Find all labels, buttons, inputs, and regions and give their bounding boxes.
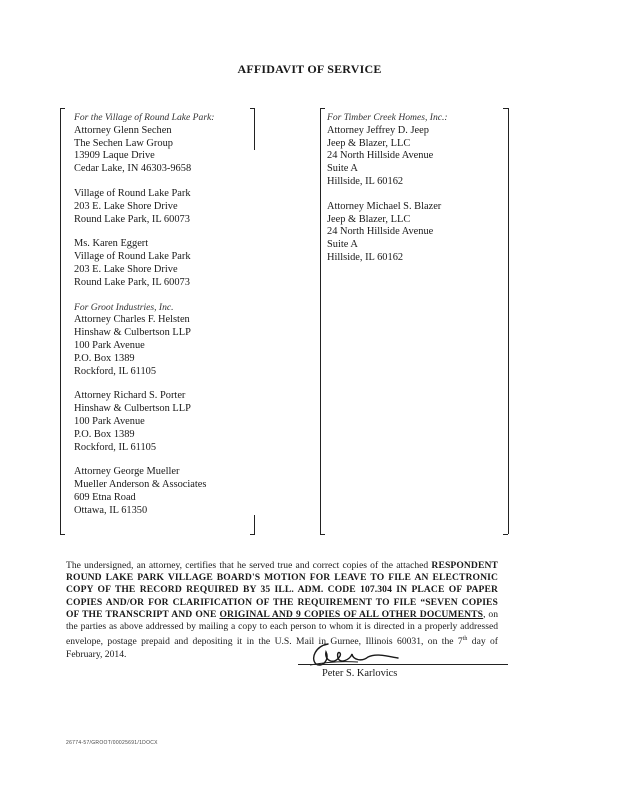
motion-title: RESPONDENT ROUND LAKE PARK VILLAGE BOARD'S MOTION FOR LEAVE TO FILE AN ELECTRONIC COPY OF THE RECORD REQUIRED BY 35 ILL. ADM. CODE 107.304 IN PLACE OF PAPER COPIES AND/OR FOR CLARIFICATION OF THE REQUIREMENT TO FILE “SEVEN COPIES OF THE TRANSCRIPT AND ONE <box>66 560 498 620</box>
left-box-left-border <box>60 108 61 534</box>
address-line: 13909 Laque Drive <box>74 150 155 162</box>
right-box-right-top-tick <box>503 108 508 109</box>
address-line: 100 Park Avenue <box>74 415 145 427</box>
address-block <box>74 390 250 454</box>
address-line: Suite A <box>327 239 358 251</box>
address-line: 203 E. Lake Shore Drive <box>74 263 178 275</box>
address-block <box>327 112 503 189</box>
address-line: Rockford, IL 61105 <box>74 365 157 377</box>
address-line: 100 Park Avenue <box>74 339 145 351</box>
address-line: Attorney Glenn Sechen <box>74 124 172 136</box>
right-service-list <box>327 112 503 265</box>
address-line: Attorney Richard S. Porter <box>74 390 186 402</box>
address-block <box>74 302 250 379</box>
certification-intro: The undersigned, an attorney, certifies that he served true and correct copies of the attached <box>66 560 432 571</box>
address-line: 609 Etna Road <box>74 491 136 503</box>
party-heading: For the Village of Round Lake Park: <box>74 112 215 123</box>
left-box-right-bottom-tick <box>250 534 255 535</box>
signer-name: Peter S. Karlovics <box>322 668 398 679</box>
address-line: 203 E. Lake Shore Drive <box>74 200 178 212</box>
address-line: Hinshaw & Culbertson LLP <box>74 403 191 415</box>
address-line: Village of Round Lake Park <box>74 187 191 199</box>
right-box-bottom-border <box>320 534 325 535</box>
address-line: Hinshaw & Culbertson LLP <box>74 327 191 339</box>
address-block <box>327 201 503 265</box>
right-box-right-bottom-tick <box>503 534 508 535</box>
address-line: Attorney Charles F. Helsten <box>74 314 190 326</box>
address-line: Round Lake Park, IL 60073 <box>74 276 190 288</box>
party-heading: For Timber Creek Homes, Inc.: <box>327 112 448 123</box>
address-line: P.O. Box 1389 <box>74 428 135 440</box>
address-line: Jeep & Blazer, LLC <box>327 213 411 225</box>
address-line: Village of Round Lake Park <box>74 251 191 263</box>
left-box-top-border <box>60 108 65 109</box>
certification-closing: , on the parties as above addressed by mailing a copy to each person to whom it is directed in a properly addressed envelope, postage prepaid and depositing it in the U.S. Mail in Gurnee, Illinois 60031, on the 7 <box>66 608 499 648</box>
certification-paragraph <box>66 560 498 661</box>
address-line: Rockford, IL 61105 <box>74 441 157 453</box>
address-line: Attorney Michael S. Blazer <box>327 200 442 212</box>
address-line: P.O. Box 1389 <box>74 352 135 364</box>
left-box-right-border <box>254 108 255 150</box>
document-id-footer: 26774-57/GROOT/00025691/1DOCX <box>66 740 158 746</box>
address-line: Suite A <box>327 163 358 175</box>
date-ordinal: th <box>462 636 468 643</box>
address-line: Mueller Anderson & Associates <box>74 479 207 491</box>
address-block <box>74 238 250 289</box>
address-block <box>74 466 250 517</box>
left-box-bottom-border <box>60 534 65 535</box>
address-line: Ottawa, IL 61350 <box>74 504 148 516</box>
address-line: 24 North Hillside Avenue <box>327 150 434 162</box>
right-box-top-border <box>320 108 325 109</box>
address-line: Hillside, IL 60162 <box>327 175 404 187</box>
right-box-right-border <box>508 108 509 534</box>
address-block <box>74 112 250 176</box>
address-line: 24 North Hillside Avenue <box>327 226 434 238</box>
address-line: Cedar Lake, IN 46303-9658 <box>74 163 192 175</box>
address-line: Round Lake Park, IL 60073 <box>74 213 190 225</box>
left-box-right-top-tick <box>250 108 255 109</box>
motion-title-underlined: ORIGINAL AND 9 COPIES OF ALL OTHER DOCUMENTS <box>219 608 484 620</box>
address-line: The Sechen Law Group <box>74 137 173 149</box>
left-service-list <box>74 112 250 518</box>
document-title: AFFIDAVIT OF SERVICE <box>237 62 382 76</box>
address-line: Attorney Jeffrey D. Jeep <box>327 124 429 136</box>
certification-date: day of February, 2014. <box>66 636 499 660</box>
address-line: Ms. Karen Eggert <box>74 238 149 250</box>
address-line: Attorney George Mueller <box>74 466 180 478</box>
party-heading: For Groot Industries, Inc. <box>74 301 174 313</box>
left-box-right-border-lower <box>254 515 255 534</box>
address-line: Jeep & Blazer, LLC <box>327 137 411 149</box>
signature-scribble <box>306 640 402 670</box>
address-line: Hillside, IL 60162 <box>327 251 404 263</box>
address-block <box>74 188 250 226</box>
signature-line <box>298 664 508 665</box>
right-box-left-border <box>320 108 321 534</box>
